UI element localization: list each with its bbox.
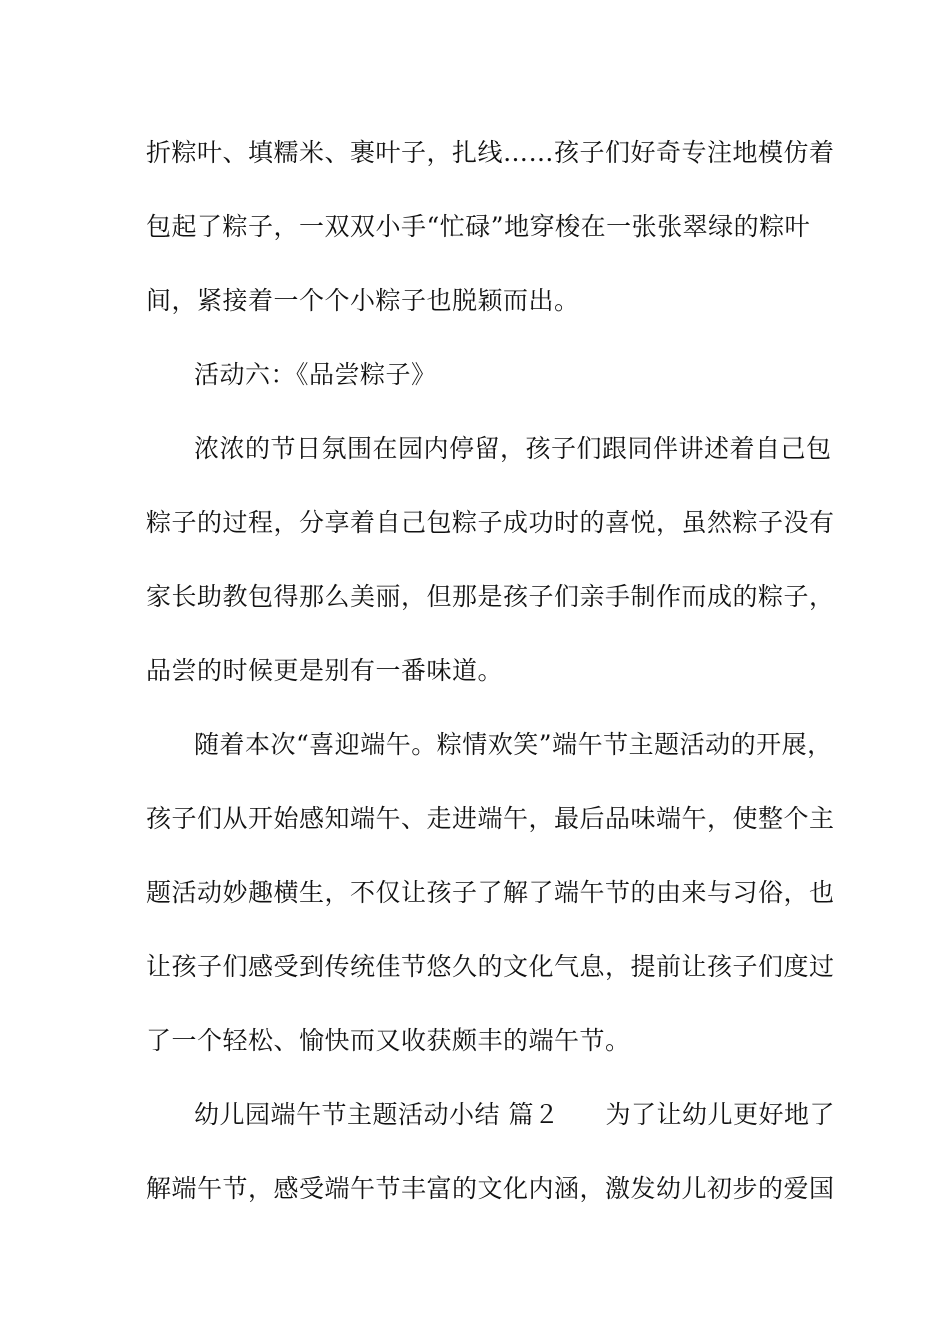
paragraph-line: 孩子们从开始感知端午、走进端午，最后品味端午，使整个主 <box>146 804 835 833</box>
paragraph-line: 了一个轻松、愉快而又收获颇丰的端午节。 <box>146 1026 631 1055</box>
paragraph-line: 包起了粽子，一双双小手“忙碌”地穿梭在一张张翠绿的粽叶 <box>146 212 811 241</box>
paragraph-line: 浓浓的节日氛围在园内停留，孩子们跟同伴讲述着自己包 <box>194 434 832 463</box>
paragraph-line <box>194 1100 894 1130</box>
paragraph-line: 品尝的时候更是别有一番味道。 <box>146 656 504 685</box>
article-title: 幼儿园端午节主题活动小结 篇２ <box>194 1100 560 1129</box>
paragraph-line: 家长助教包得那么美丽，但那是孩子们亲手制作而成的粽子， <box>146 582 835 611</box>
paragraph-line: 让孩子们感受到传统佳节悠久的文化气息，提前让孩子们度过 <box>146 952 835 981</box>
paragraph-line: 题活动妙趣横生，不仅让孩子了解了端午节的由来与习俗，也 <box>146 878 835 907</box>
paragraph-line: 随着本次“喜迎端午。粽情欢笑”端午节主题活动的开展， <box>194 730 833 759</box>
section-heading: 活动六：《品尝粽子》 <box>194 360 437 389</box>
paragraph-line: 解端午节，感受端午节丰富的文化内涵，激发幼儿初步的爱国 <box>146 1174 835 1203</box>
paragraph-line: 折粽叶、填糯米、裹叶子，扎线……孩子们好奇专注地模仿着 <box>146 138 835 167</box>
paragraph-line: 间，紧接着一个个小粽子也脱颖而出。 <box>146 286 580 315</box>
paragraph-line: 粽子的过程，分享着自己包粽子成功时的喜悦，虽然粽子没有 <box>146 508 835 537</box>
paragraph-text: 为了让幼儿更好地了 <box>605 1100 835 1129</box>
